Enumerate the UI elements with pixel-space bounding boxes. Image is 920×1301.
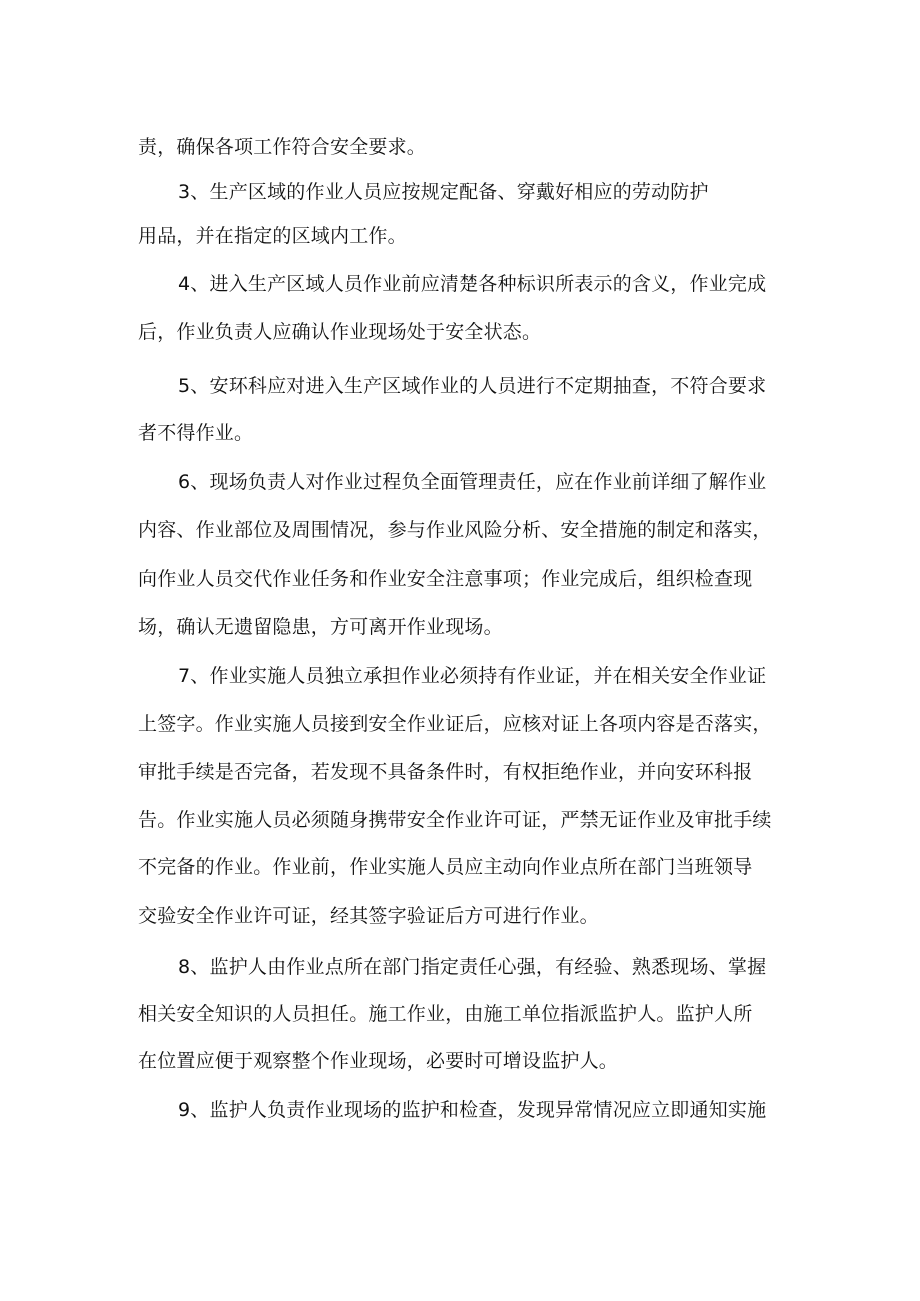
text-line-12: 7、作业实施人员独立承担作业必须持有作业证，并在相关安全作业证 <box>178 665 767 687</box>
text-line-15: 告。作业实施人员必须随身携带安全作业许可证，严禁无证作业及审批手续 <box>138 809 772 831</box>
text-line-7: 者不得作业。 <box>138 422 254 444</box>
text-line-16: 不完备的作业。作业前，作业实施人员应主动向作业点所在部门当班领导 <box>138 856 753 878</box>
text-line-2: 3、生产区域的作业人员应按规定配备、穿戴好相应的劳动防护 <box>178 181 709 203</box>
text-line-1: 责，确保各项工作符合安全要求。 <box>138 136 427 158</box>
text-line-20: 在位置应便于观察整个作业现场，必要时可增设监护人。 <box>138 1050 619 1072</box>
text-line-18: 8、监护人由作业点所在部门指定责任心强，有经验、熟悉现场、掌握 <box>178 956 767 978</box>
text-line-9: 内容、作业部位及周围情况，参与作业风险分析、安全措施的制定和落实， <box>138 519 772 541</box>
text-line-13: 上签字。作业实施人员接到安全作业证后，应核对证上各项内容是否落实， <box>138 713 772 735</box>
text-line-3: 用品，并在指定的区域内工作。 <box>138 225 407 247</box>
text-line-14: 审批手续是否完备，若发现不具备条件时，有权拒绝作业，并向安环科报 <box>138 761 753 783</box>
text-line-4: 4、进入生产区域人员作业前应清楚各种标识所表示的含义，作业完成 <box>178 273 767 295</box>
text-line-10: 向作业人员交代作业任务和作业安全注意事项；作业完成后，组织检查现 <box>138 568 753 590</box>
text-line-8: 6、现场负责人对作业过程负全面管理责任，应在作业前详细了解作业 <box>178 471 767 493</box>
text-line-11: 场，确认无遗留隐患，方可离开作业现场。 <box>138 616 503 638</box>
text-line-5: 后，作业负责人应确认作业现场处于安全状态。 <box>138 321 542 343</box>
text-line-19: 相关安全知识的人员担任。施工作业，由施工单位指派监护人。监护人所 <box>138 1003 753 1025</box>
text-line-17: 交验安全作业许可证，经其签字验证后方可进行作业。 <box>138 905 599 927</box>
text-line-6: 5、安环科应对进入生产区域作业的人员进行不定期抽查，不符合要求 <box>178 375 767 397</box>
text-line-21: 9、监护人负责作业现场的监护和检查，发现异常情况应立即通知实施 <box>178 1099 767 1121</box>
